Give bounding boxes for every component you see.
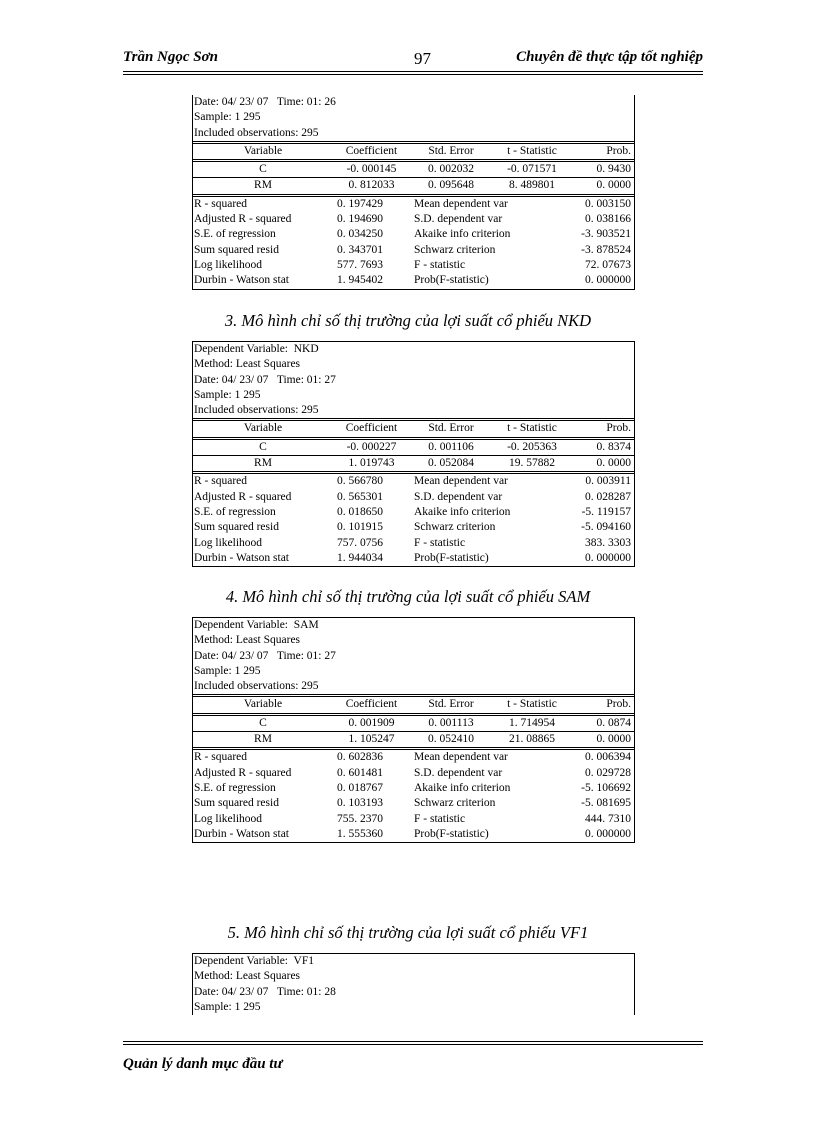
cell: Sum squared resid <box>194 243 279 256</box>
stat-row <box>193 781 634 796</box>
stat-row <box>193 473 634 490</box>
page-number: 97 <box>414 49 431 68</box>
cell: 0. 028287 <box>585 490 631 503</box>
cell: -5. 094160 <box>581 521 631 534</box>
cell: 0. 095648 <box>428 179 474 192</box>
cell: 1. 555360 <box>337 827 383 840</box>
cell: Log likelihood <box>194 536 263 549</box>
cell: 0. 197429 <box>337 197 383 210</box>
column-header-row <box>193 142 634 160</box>
stat-row <box>193 273 634 288</box>
cell: 0. 000000 <box>585 551 631 564</box>
cell: Schwarz criterion <box>414 243 496 256</box>
cell: Mean dependent var <box>414 197 508 210</box>
regression-output-continued <box>192 95 635 290</box>
cell: 0. 002032 <box>410 161 492 178</box>
cell: 0. 9430 <box>572 161 634 178</box>
stat-row <box>193 536 634 551</box>
cell: F - statistic <box>414 258 466 271</box>
cell: S.D. dependent var <box>414 766 503 779</box>
coefficient-table <box>193 141 634 289</box>
stat-row <box>193 766 634 781</box>
cell: Adjusted R - squared <box>194 766 292 779</box>
cell: 0. 001113 <box>410 714 492 731</box>
cell: Akaike info criterion <box>414 781 511 794</box>
cell: 577. 7693 <box>337 258 383 271</box>
page-header <box>123 49 703 71</box>
meta-line: Sample: 1 295 <box>194 1000 261 1013</box>
meta-line: Method: Least Squares <box>194 970 301 983</box>
meta-line: Dependent Variable: SAM <box>194 619 319 631</box>
cell: 0. 602836 <box>337 751 383 764</box>
section-title-sam: 4. Mô hình chỉ số thị trường của lợi suất cổ phiếu SAM <box>225 587 591 606</box>
cell: 1. 105247 <box>348 733 395 746</box>
cell: 21. 08865 <box>509 733 555 746</box>
regression-output-vf1 <box>192 953 635 1015</box>
header-rule-2 <box>123 74 703 75</box>
col-prob: Prob. <box>606 698 631 711</box>
stat-row <box>193 212 634 227</box>
cell: C <box>193 438 333 455</box>
cell: 0. 601481 <box>337 766 383 779</box>
cell: C <box>193 714 333 731</box>
meta-line: Date: 04/ 23/ 07 Time: 01: 28 <box>194 985 336 998</box>
cell: 0. 003150 <box>585 197 631 210</box>
cell: 0. 566780 <box>337 475 383 488</box>
cell: 0. 0874 <box>572 714 634 731</box>
footer-rule <box>123 1041 703 1042</box>
coef-row <box>193 178 634 195</box>
cell: S.E. of regression <box>194 228 276 241</box>
col-coefficient: Coefficient <box>345 698 398 711</box>
cell: R - squared <box>194 475 248 488</box>
stat-row <box>193 258 634 273</box>
cell: 0. 034250 <box>337 228 383 241</box>
coef-row <box>193 714 634 731</box>
cell: 1. 714954 <box>492 714 572 731</box>
meta-line: Sample: 1 295 <box>194 111 261 124</box>
col-coefficient: Coefficient <box>345 144 398 157</box>
regression-output-sam <box>192 617 635 843</box>
cell: Durbin - Watson stat <box>194 827 290 840</box>
cell: 0. 006394 <box>585 751 631 764</box>
section-title-nkd: 3. Mô hình chỉ số thị trường của lợi suất cổ phiếu NKD <box>224 311 592 330</box>
cell: Adjusted R - squared <box>194 490 292 503</box>
col-t-statistic: t - Statistic <box>507 422 557 435</box>
cell: 19. 57882 <box>509 457 555 470</box>
section-title-vf1: 5. Mô hình chỉ số thị trường của lợi suất cổ phiếu VF1 <box>227 923 589 942</box>
cell: Prob(F-statistic) <box>414 827 489 840</box>
cell: S.E. of regression <box>194 781 276 794</box>
column-header-row <box>193 696 634 714</box>
col-std-error: Std. Error <box>428 422 474 435</box>
header-topic: Chuyên đề thực tập tốt nghiệp <box>516 49 703 65</box>
cell: -5. 119157 <box>581 505 631 518</box>
stat-row <box>193 520 634 535</box>
meta-line: Sample: 1 295 <box>194 664 261 677</box>
coefficient-table <box>193 418 634 566</box>
cell: 0. 018767 <box>337 781 383 794</box>
coef-row <box>193 456 634 473</box>
cell: 0. 343701 <box>337 243 383 256</box>
meta-line: Dependent Variable: NKD <box>194 343 319 355</box>
cell: C <box>193 161 333 178</box>
cell: 0. 001909 <box>333 714 410 731</box>
cell: Schwarz criterion <box>414 521 496 534</box>
cell: 0. 0000 <box>596 733 631 746</box>
cell: -0. 205363 <box>492 438 572 455</box>
header-rule <box>123 71 703 72</box>
cell: F - statistic <box>414 536 466 549</box>
cell: Schwarz criterion <box>414 797 496 810</box>
cell: Sum squared resid <box>194 797 279 810</box>
cell: 0. 000000 <box>585 827 631 840</box>
coefficient-table <box>193 694 634 842</box>
meta-line: Included observations: 295 <box>194 404 319 417</box>
cell: 8. 489801 <box>509 179 555 192</box>
col-prob: Prob. <box>606 144 631 157</box>
cell: 0. 001106 <box>410 438 492 455</box>
cell: Durbin - Watson stat <box>194 274 290 287</box>
cell: S.D. dependent var <box>414 213 503 226</box>
meta-line: Method: Least Squares <box>194 634 301 647</box>
cell: 444. 7310 <box>585 812 631 825</box>
cell: Adjusted R - squared <box>194 213 292 226</box>
cell: Mean dependent var <box>414 475 508 488</box>
cell: 755. 2370 <box>337 812 383 825</box>
col-t-statistic: t - Statistic <box>507 698 557 711</box>
cell: 1. 945402 <box>337 274 383 287</box>
cell: -0. 000227 <box>333 438 410 455</box>
column-header-row <box>193 420 634 438</box>
meta-line: Date: 04/ 23/ 07 Time: 01: 27 <box>194 373 336 386</box>
col-variable: Variable <box>243 698 283 711</box>
coef-row <box>193 438 634 455</box>
cell: RM <box>254 457 272 470</box>
footer-rule-2 <box>123 1044 703 1045</box>
cell: 0. 194690 <box>337 213 383 226</box>
cell: Log likelihood <box>194 812 263 825</box>
cell: 72. 07673 <box>585 258 631 271</box>
col-prob: Prob. <box>606 422 631 435</box>
cell: 1. 019743 <box>348 457 395 470</box>
cell: -5. 106692 <box>581 781 631 794</box>
meta-line: Dependent Variable: VF1 <box>194 955 314 967</box>
col-coefficient: Coefficient <box>345 422 398 435</box>
cell: 0. 003911 <box>585 475 631 488</box>
cell: RM <box>254 733 272 746</box>
meta-line: Date: 04/ 23/ 07 Time: 01: 27 <box>194 649 336 662</box>
cell: R - squared <box>194 197 248 210</box>
cell: 0. 038166 <box>585 213 631 226</box>
col-t-statistic: t - Statistic <box>507 144 557 157</box>
stat-row <box>193 195 634 212</box>
cell: 0. 812033 <box>348 179 395 192</box>
cell: 757. 0756 <box>337 536 383 549</box>
cell: F - statistic <box>414 812 466 825</box>
coef-row <box>193 732 634 749</box>
cell: 0. 000000 <box>585 274 631 287</box>
cell: 0. 018650 <box>337 505 383 518</box>
stat-row <box>193 796 634 811</box>
footer-text: Quản lý danh mục đầu tư <box>123 1056 283 1072</box>
cell: -3. 878524 <box>581 243 631 256</box>
stat-row <box>193 551 634 566</box>
cell: 0. 029728 <box>585 766 631 779</box>
cell: S.D. dependent var <box>414 490 503 503</box>
cell: 0. 052084 <box>428 457 474 470</box>
meta-line: Included observations: 295 <box>194 680 319 693</box>
cell: 0. 101915 <box>337 521 383 534</box>
stat-row <box>193 227 634 242</box>
cell: Akaike info criterion <box>414 228 511 241</box>
cell: Log likelihood <box>194 258 263 271</box>
cell: 0. 0000 <box>596 457 631 470</box>
meta-line: Date: 04/ 23/ 07 Time: 01: 26 <box>194 96 336 108</box>
cell: 1. 944034 <box>337 551 383 564</box>
coef-row <box>193 161 634 178</box>
cell: Prob(F-statistic) <box>414 551 489 564</box>
col-std-error: Std. Error <box>428 144 474 157</box>
cell: -5. 081695 <box>581 797 631 810</box>
cell: R - squared <box>194 751 248 764</box>
cell: -3. 903521 <box>581 228 631 241</box>
regression-output-nkd <box>192 341 635 567</box>
header-author: Trần Ngọc Sơn <box>123 49 219 65</box>
stat-row <box>193 812 634 827</box>
cell: Akaike info criterion <box>414 505 511 518</box>
stat-row <box>193 749 634 766</box>
cell: Prob(F-statistic) <box>414 274 489 287</box>
stat-row <box>193 505 634 520</box>
meta-line: Sample: 1 295 <box>194 388 261 401</box>
meta-line: Included observations: 295 <box>194 126 319 139</box>
col-variable: Variable <box>243 422 283 435</box>
cell: 0. 8374 <box>572 438 634 455</box>
cell: 383. 3303 <box>585 536 631 549</box>
cell: 0. 103193 <box>337 797 383 810</box>
stat-row <box>193 243 634 258</box>
cell: Sum squared resid <box>194 521 279 534</box>
meta-line: Method: Least Squares <box>194 358 301 371</box>
stat-row <box>193 827 634 842</box>
cell: RM <box>254 179 272 192</box>
cell: -0. 071571 <box>492 161 572 178</box>
col-std-error: Std. Error <box>428 698 474 711</box>
cell: Durbin - Watson stat <box>194 551 290 564</box>
cell: -0. 000145 <box>333 161 410 178</box>
cell: 0. 0000 <box>596 179 631 192</box>
cell: S.E. of regression <box>194 505 276 518</box>
cell: 0. 052410 <box>428 733 474 746</box>
col-variable: Variable <box>243 144 283 157</box>
stat-row <box>193 490 634 505</box>
cell: Mean dependent var <box>414 751 508 764</box>
cell: 0. 565301 <box>337 490 383 503</box>
